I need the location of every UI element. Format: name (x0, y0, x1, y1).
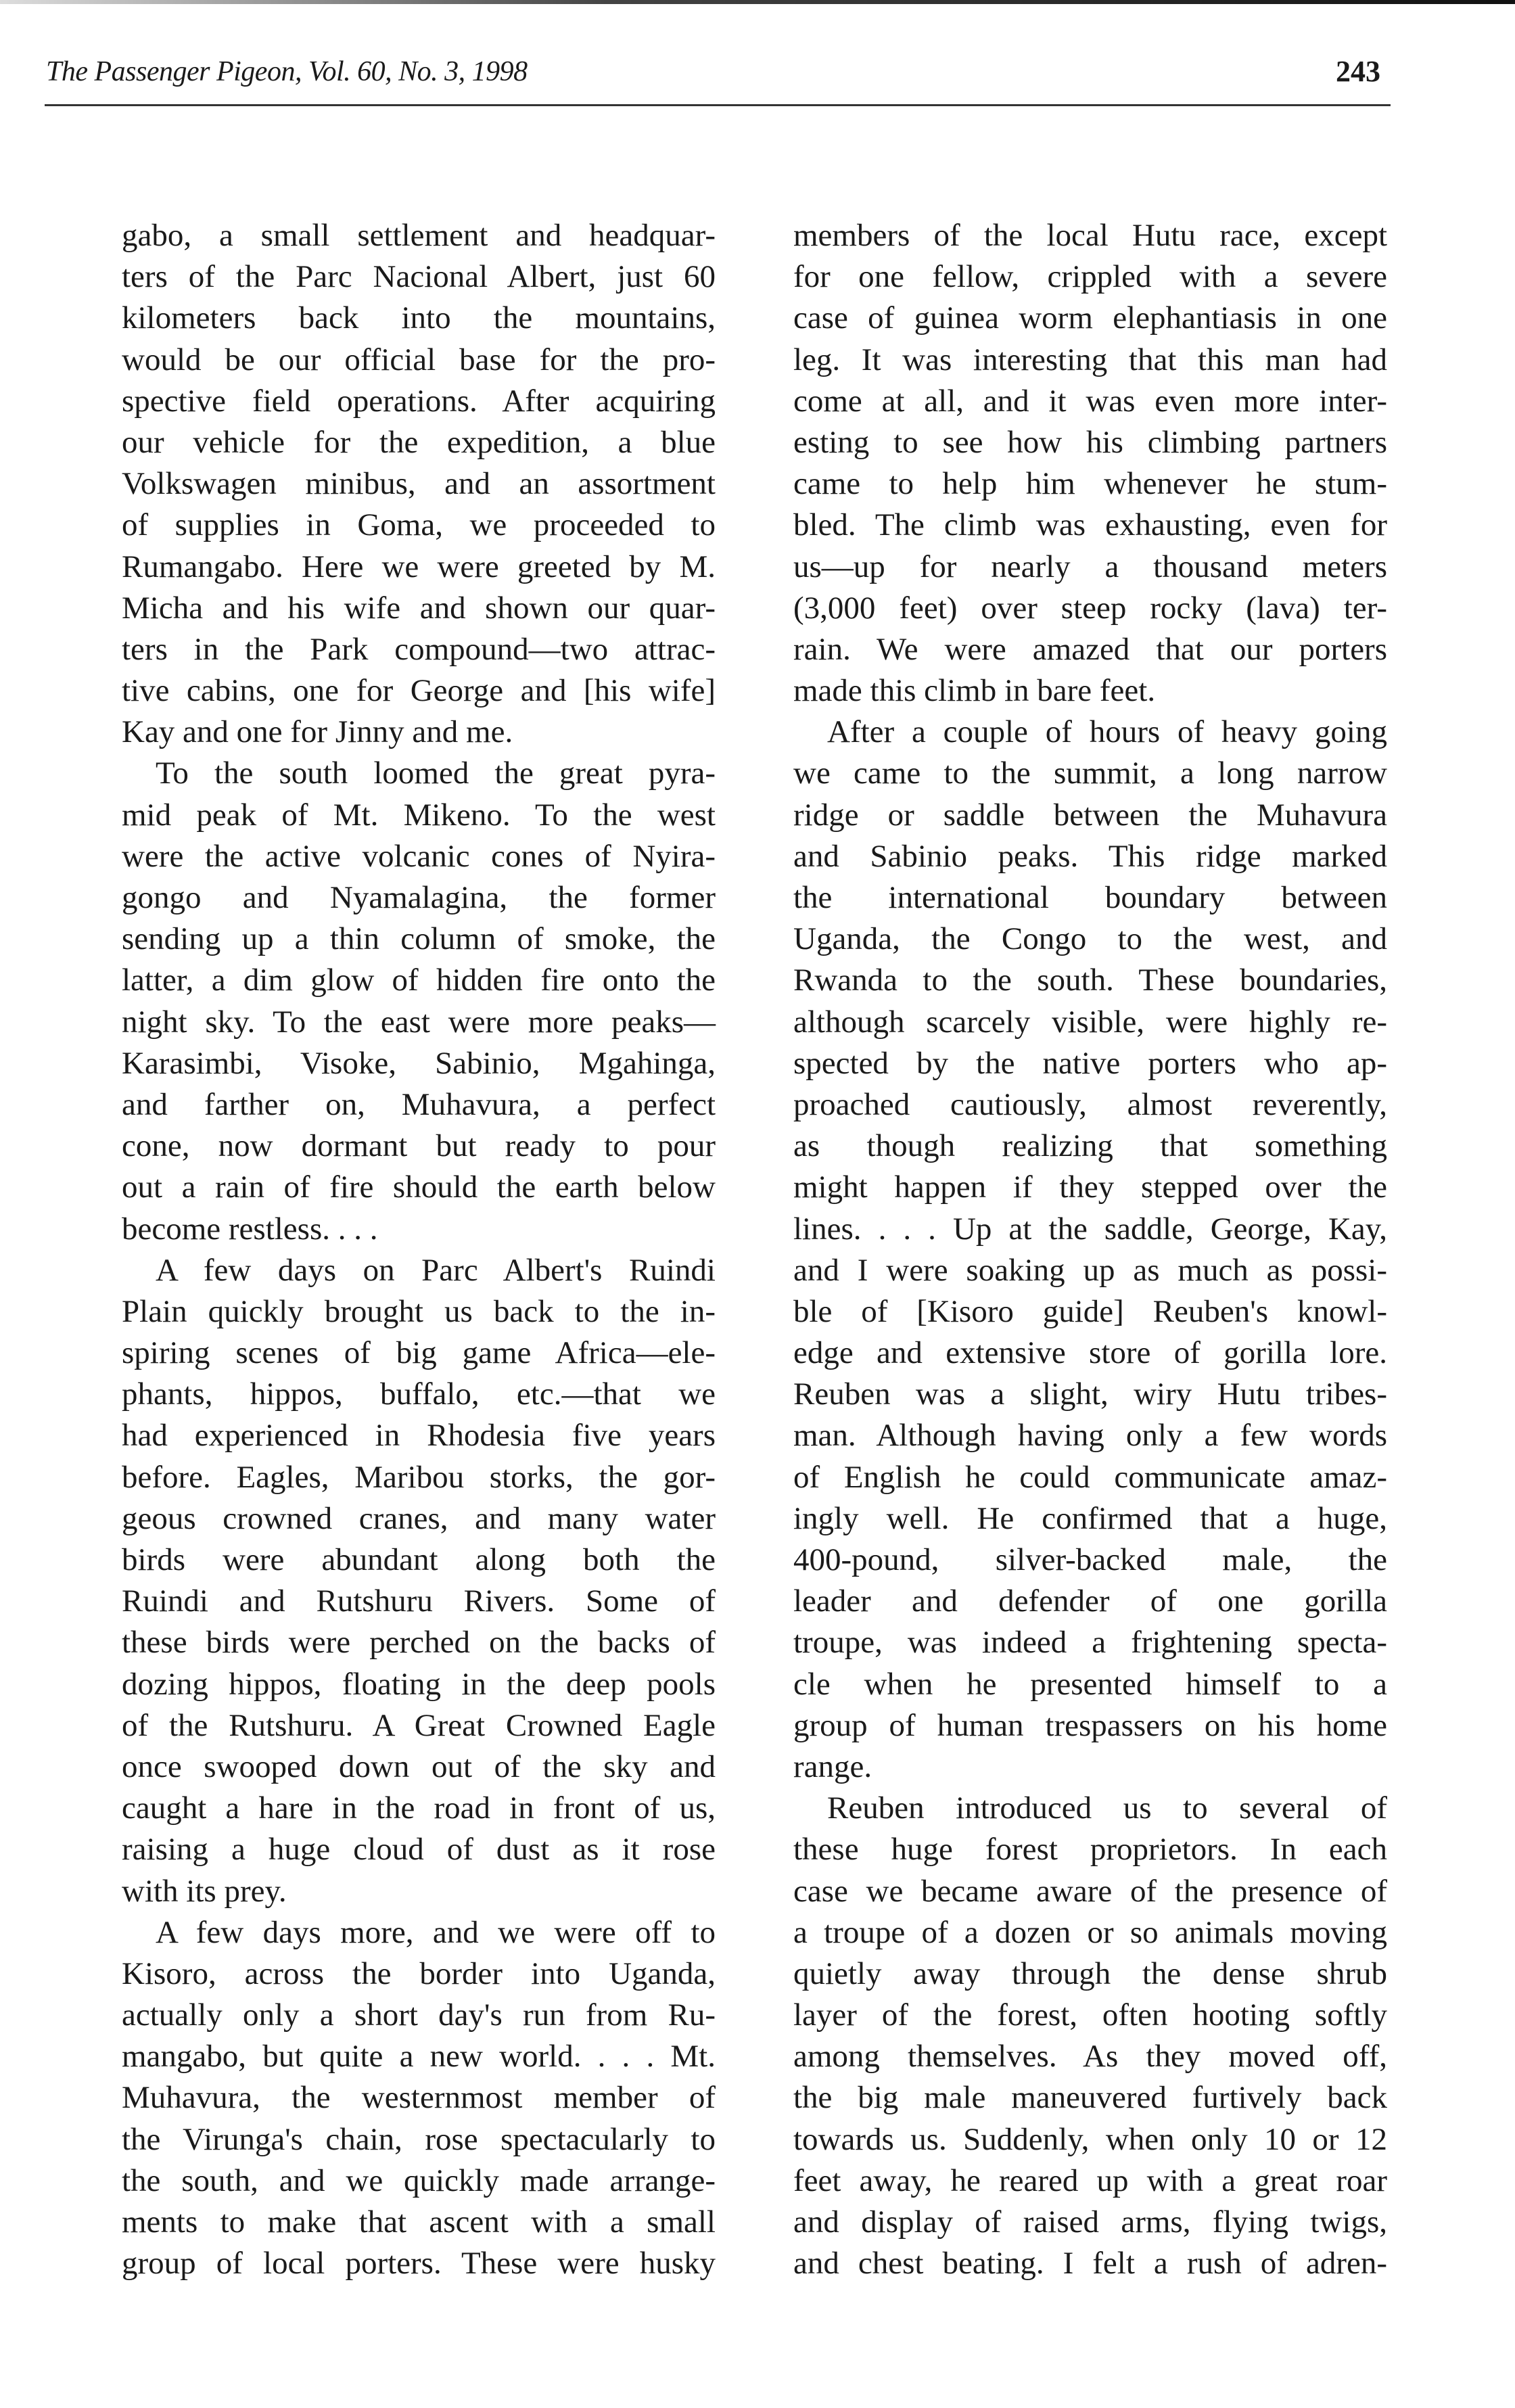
text-line: A few days more, and we were off to (156, 1914, 716, 1950)
text-line: latter, a dim glow of hidden fire onto the (122, 963, 716, 998)
text-line: edge and extensive store of gorilla lore. (793, 1335, 1387, 1371)
text-line: Muhavura, the westernmost member of (122, 2080, 716, 2116)
text-line: Micha and his wife and shown our quar- (122, 590, 716, 626)
text-line: ments to make that ascent with a small (122, 2204, 716, 2240)
text-line: kilometers back into the mountains, (122, 300, 716, 336)
text-line: of supplies in Goma, we proceeded to (122, 507, 716, 543)
text-line: Ruindi and Rutshuru Rivers. Some of (122, 1583, 716, 1619)
column-right (793, 215, 1387, 2284)
text-line: before. Eagles, Maribou storks, the gor- (122, 1459, 716, 1495)
text-line: To the south loomed the great pyra- (156, 756, 716, 791)
paragraph (793, 1788, 1387, 2284)
text-line: geous crowned cranes, and many water (122, 1500, 716, 1536)
text-line: the international boundary between (793, 880, 1387, 915)
text-line: phants, hippos, buffalo, etc.—that we (122, 1376, 716, 1412)
text-line: gongo and Nyamalagina, the former (122, 880, 716, 915)
text-line: man. Although having only a few words (793, 1418, 1387, 1454)
header-rule (45, 104, 1391, 106)
text-line: gabo, a small settlement and headquar- (122, 218, 716, 253)
text-line: the Virunga's chain, rose spectacularly to (122, 2121, 716, 2157)
text-line: and display of raised arms, flying twigs, (793, 2204, 1387, 2240)
text-line: we came to the summit, a long narrow (793, 756, 1387, 791)
text-line: our vehicle for the expedition, a blue (122, 424, 716, 460)
text-line: for one fellow, crippled with a severe (793, 259, 1387, 295)
text-line: had experienced in Rhodesia five years (122, 1418, 716, 1454)
text-line: case of guinea worm elephantiasis in one (793, 300, 1387, 336)
text-line: raising a huge cloud of dust as it rose (122, 1832, 716, 1868)
text-line: proached cautiously, almost reverently, (793, 1086, 1387, 1122)
text-line: birds were abundant along both the (122, 1542, 716, 1577)
text-line: ters of the Parc Nacional Albert, just 60 (122, 259, 716, 295)
text-line: (3,000 feet) over steep rocky (lava) ter- (793, 590, 1387, 626)
text-line: were the active volcanic cones of Nyira- (122, 838, 716, 874)
text-line: with its prey. (122, 1873, 287, 1909)
text-line: come at all, and it was even more inter- (793, 383, 1387, 419)
text-line: and I were soaking up as much as possi- (793, 1252, 1387, 1288)
text-line: and Sabinio peaks. This ridge marked (793, 838, 1387, 874)
text-line: After a couple of hours of heavy going (827, 714, 1387, 750)
text-line: Volkswagen minibus, and an assortment (122, 466, 716, 502)
text-line: Karasimbi, Visoke, Sabinio, Mgahinga, (122, 1045, 716, 1081)
text-line: case we became aware of the presence of (793, 1873, 1387, 1909)
text-line: become restless. . . . (122, 1211, 378, 1247)
text-line: group of local porters. These were husky (122, 2246, 716, 2282)
text-line: cone, now dormant but ready to pour (122, 1128, 716, 1164)
text-line: the south, and we quickly made arrange- (122, 2162, 716, 2198)
paragraph (122, 1912, 716, 2285)
text-line: 400-pound, silver-backed male, the (793, 1542, 1387, 1577)
text-line: might happen if they stepped over the (793, 1170, 1387, 1205)
text-line: although scarcely visible, were highly re- (793, 1004, 1387, 1040)
text-line: sending up a thin column of smoke, the (122, 921, 716, 957)
text-line: spected by the native porters who ap- (793, 1045, 1387, 1081)
text-line: range. (793, 1749, 872, 1784)
text-line: mid peak of Mt. Mikeno. To the west (122, 797, 716, 833)
text-line: ters in the Park compound—two attrac- (122, 631, 716, 667)
text-line: of English he could communicate amaz- (793, 1459, 1387, 1495)
text-line: Kisoro, across the border into Uganda, (122, 1955, 716, 1991)
text-line: feet away, he reared up with a great roar (793, 2162, 1387, 2198)
text-line: cle when he presented himself to a (793, 1666, 1387, 1702)
text-line: A few days on Parc Albert's Ruindi (156, 1252, 716, 1288)
text-line: mangabo, but quite a new world. . . . Mt. (122, 2039, 716, 2075)
text-line: towards us. Suddenly, when only 10 or 12 (793, 2121, 1387, 2157)
text-line: quietly away through the dense shrub (793, 1955, 1387, 1991)
paragraph (122, 1250, 716, 1912)
text-line: night sky. To the east were more peaks— (122, 1004, 716, 1040)
text-line: spiring scenes of big game Africa—ele- (122, 1335, 716, 1371)
text-line: made this climb in bare feet. (793, 673, 1156, 709)
paragraph (793, 712, 1387, 1788)
text-line: spective field operations. After acquiring (122, 383, 716, 419)
text-line: Rumangabo. Here we were greeted by M. (122, 549, 716, 584)
text-line: group of human trespassers on his home (793, 1707, 1387, 1743)
paragraph (793, 215, 1387, 712)
text-line: Plain quickly brought us back to the in- (122, 1293, 716, 1329)
text-line: troupe, was indeed a frightening specta- (793, 1625, 1387, 1661)
paragraph (122, 215, 716, 753)
text-line: tive cabins, one for George and [his wife] (122, 673, 716, 709)
text-line: came to help him whenever he stum- (793, 466, 1387, 502)
text-line: out a rain of fire should the earth below (122, 1170, 716, 1205)
text-line: actually only a short day's run from Ru- (122, 1997, 716, 2033)
text-line: a troupe of a dozen or so animals moving (793, 1914, 1387, 1950)
text-line: the big male maneuvered furtively back (793, 2080, 1387, 2116)
text-line: would be our official base for the pro- (122, 342, 716, 377)
column-left (122, 215, 716, 2284)
text-line: ble of [Kisoro guide] Reuben's knowl- (793, 1293, 1387, 1329)
text-line: as though realizing that something (793, 1128, 1387, 1164)
text-line: caught a hare in the road in front of us, (122, 1790, 716, 1826)
text-line: lines. . . . Up at the saddle, George, Kay, (793, 1211, 1387, 1247)
text-line: members of the local Hutu race, except (793, 218, 1387, 253)
text-line: among themselves. As they moved off, (793, 2039, 1387, 2075)
text-line: and chest beating. I felt a rush of adren- (793, 2246, 1387, 2282)
text-line: us—up for nearly a thousand meters (793, 549, 1387, 584)
text-line: Reuben was a slight, wiry Hutu tribes- (793, 1376, 1387, 1412)
text-line: bled. The climb was exhausting, even for (793, 507, 1387, 543)
page-number: 243 (1336, 55, 1380, 88)
text-line: once swooped down out of the sky and (122, 1749, 716, 1784)
text-line: these birds were perched on the backs of (122, 1625, 716, 1661)
text-line: these huge forest proprietors. In each (793, 1832, 1387, 1868)
text-line: dozing hippos, floating in the deep pools (122, 1666, 716, 1702)
text-line: rain. We were amazed that our porters (793, 631, 1387, 667)
text-line: Uganda, the Congo to the west, and (793, 921, 1387, 957)
paragraph (122, 753, 716, 1249)
text-line: of the Rutshuru. A Great Crowned Eagle (122, 1707, 716, 1743)
text-line: Kay and one for Jinny and me. (122, 714, 513, 750)
text-line: leg. It was interesting that this man had (793, 342, 1387, 377)
text-line: and farther on, Muhavura, a perfect (122, 1086, 716, 1122)
running-head: The Passenger Pigeon, Vol. 60, No. 3, 1998 (46, 56, 528, 87)
text-line: leader and defender of one gorilla (793, 1583, 1387, 1619)
text-line: ridge or saddle between the Muhavura (793, 797, 1387, 833)
scan-top-edge (0, 0, 1515, 4)
text-line: Rwanda to the south. These boundaries, (793, 963, 1387, 998)
text-line: Reuben introduced us to several of (827, 1790, 1387, 1826)
text-line: esting to see how his climbing partners (793, 424, 1387, 460)
text-line: ingly well. He confirmed that a huge, (793, 1500, 1387, 1536)
text-line: layer of the forest, often hooting softly (793, 1997, 1387, 2033)
